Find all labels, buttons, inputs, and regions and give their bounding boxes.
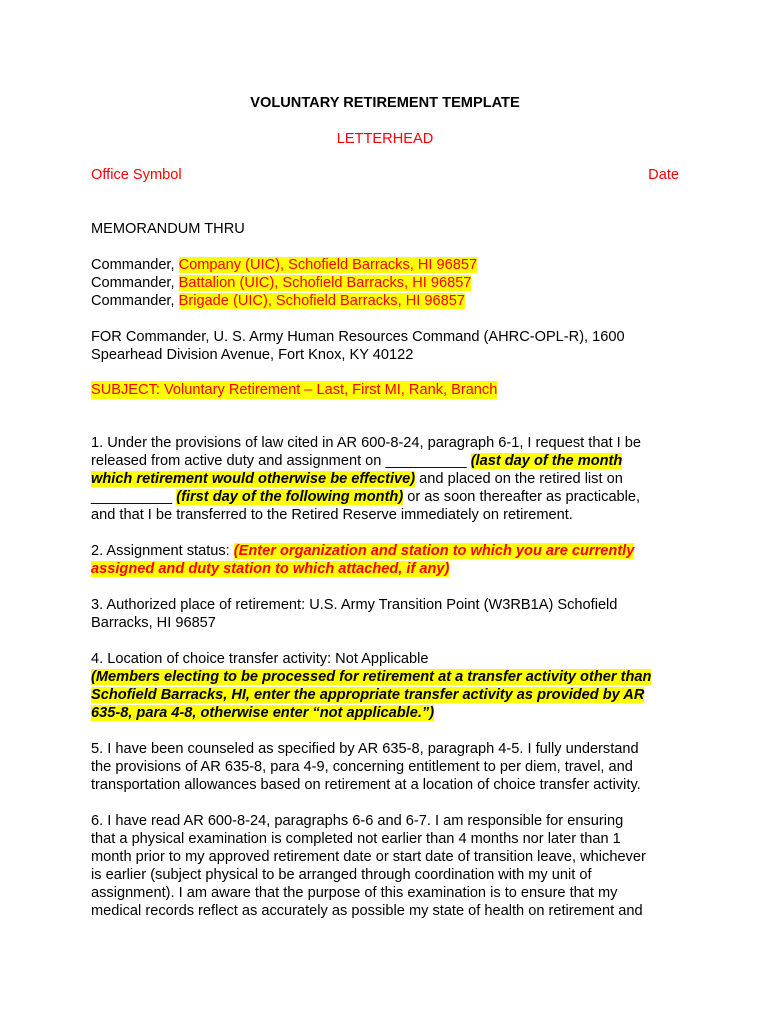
office-symbol: Office Symbol bbox=[91, 167, 182, 183]
letterhead: LETTERHEAD bbox=[336, 131, 434, 147]
paragraph-1-line bbox=[91, 452, 622, 470]
paragraph-1-line: 1. Under the provisions of law cited in AR 600-8-24, paragraph 6-1, I request that I be bbox=[91, 435, 642, 451]
paragraph-6-line: that a physical examination is completed not earlier than 4 months nor later than 1 bbox=[91, 831, 621, 847]
paragraph-2-line bbox=[91, 542, 634, 560]
commander-prefix: Commander, bbox=[91, 293, 179, 309]
paragraph-1-line bbox=[91, 470, 623, 488]
p1-instruction: which retirement would otherwise be effective) bbox=[91, 471, 416, 487]
paragraph-4-line bbox=[91, 686, 644, 704]
p2-instruction: (Enter organization and station to which you are currently bbox=[233, 543, 635, 559]
commander-company: Company (UIC), Schofield Barracks, HI 96857 bbox=[178, 257, 478, 273]
p1-instruction: (first day of the following month) bbox=[176, 489, 404, 505]
paragraph-5-line: the provisions of AR 635-8, para 4-9, concerning entitlement to per diem, travel, and bbox=[91, 759, 633, 775]
paragraph-6-line: assignment). I am aware that the purpose of this examination is to ensure that my bbox=[91, 885, 618, 901]
paragraph-4-line: 4. Location of choice transfer activity: Not Applicable bbox=[91, 651, 429, 667]
subject-line: SUBJECT: Voluntary Retirement – Last, First MI, Rank, Branch bbox=[91, 382, 498, 398]
for-line: Spearhead Division Avenue, Fort Knox, KY 40122 bbox=[91, 347, 414, 363]
p2-instruction: assigned and duty station to which attached, if any) bbox=[91, 561, 450, 577]
commander-line bbox=[91, 256, 477, 274]
paragraph-3-line: Barracks, HI 96857 bbox=[91, 615, 216, 631]
date-field: Date bbox=[648, 167, 679, 183]
commander-prefix: Commander, bbox=[91, 257, 179, 273]
paragraph-4-line bbox=[91, 704, 434, 722]
commander-prefix: Commander, bbox=[91, 275, 179, 291]
paragraph-1-line bbox=[91, 488, 640, 506]
document-title: VOLUNTARY RETIREMENT TEMPLATE bbox=[250, 95, 520, 111]
p1-text: released from active duty and assignment on __________ bbox=[91, 453, 471, 469]
for-line: FOR Commander, U. S. Army Human Resources Command (AHRC-OPL-R), 1600 bbox=[91, 329, 625, 345]
commander-battalion: Battalion (UIC), Schofield Barracks, HI 96857 bbox=[178, 275, 472, 291]
p2-text: 2. Assignment status: bbox=[91, 543, 234, 559]
memorandum-thru: MEMORANDUM THRU bbox=[91, 221, 245, 237]
paragraph-6-line: 6. I have read AR 600-8-24, paragraphs 6-6 and 6-7. I am responsible for ensuring bbox=[91, 813, 624, 829]
p4-instruction: 635-8, para 4-8, otherwise enter “not applicable.”) bbox=[91, 705, 435, 721]
commander-brigade: Brigade (UIC), Schofield Barracks, HI 96857 bbox=[178, 293, 465, 309]
paragraph-5-line: 5. I have been counseled as specified by AR 635-8, paragraph 4-5. I fully understand bbox=[91, 741, 639, 757]
paragraph-6-line: month prior to my approved retirement date or start date of transition leave, whichever bbox=[91, 849, 646, 865]
commander-line bbox=[91, 274, 471, 292]
paragraph-6-line: medical records reflect as accurately as possible my state of health on retirement and bbox=[91, 903, 643, 919]
p1-text: and placed on the retired list on bbox=[415, 471, 623, 487]
paragraph-3-line: 3. Authorized place of retirement: U.S. Army Transition Point (W3RB1A) Schofield bbox=[91, 597, 618, 613]
p1-text: __________ bbox=[91, 489, 177, 505]
p4-instruction: Schofield Barracks, HI, enter the appropriate transfer activity as provided by AR bbox=[91, 687, 645, 703]
p1-instruction: (last day of the month bbox=[470, 453, 623, 469]
paragraph-2-line bbox=[91, 560, 449, 578]
paragraph-6-line: is earlier (subject physical to be arranged through coordination with my unit of bbox=[91, 867, 592, 883]
p1-text: or as soon thereafter as practicable, bbox=[403, 489, 641, 505]
paragraph-1-line: and that I be transferred to the Retired Reserve immediately on retirement. bbox=[91, 507, 573, 523]
commander-line bbox=[91, 292, 465, 310]
p4-instruction: (Members electing to be processed for retirement at a transfer activity other than bbox=[91, 669, 652, 685]
paragraph-5-line: transportation allowances based on retirement at a location of choice transfer activity. bbox=[91, 777, 641, 793]
paragraph-4-line bbox=[91, 668, 651, 686]
